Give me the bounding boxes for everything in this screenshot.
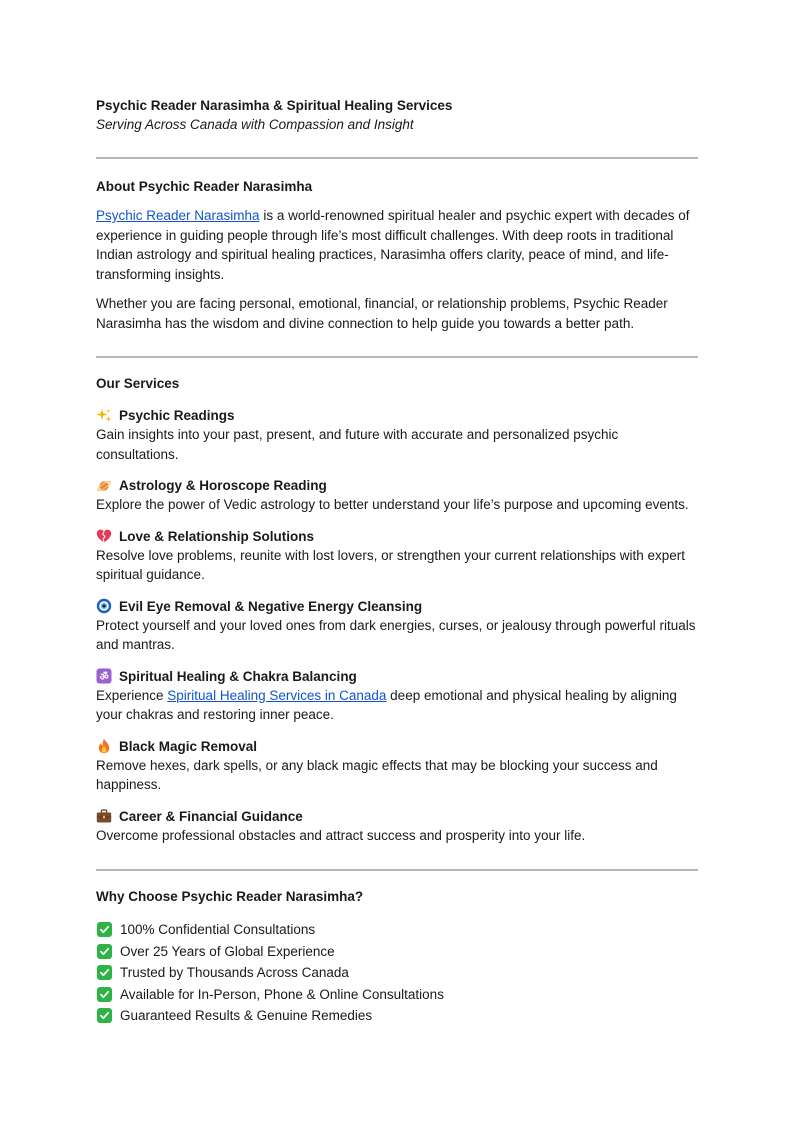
service-description-text: Experience [96, 687, 168, 703]
service-title: Black Magic Removal [119, 738, 258, 754]
service-item [96, 406, 698, 464]
list-item-text: Guaranteed Results & Genuine Remedies [120, 1008, 373, 1024]
why-list [96, 919, 698, 1027]
about-paragraph-1-text: is a world-renowned spiritual healer and psychic expert with decades of experience in guiding people through life’s most difficult challenges. With deep roots in traditional Indian astrology and spiritual healing practices, Narasimha offers clarity, peace of mind, and life-transforming insights. [96, 208, 690, 282]
list-item [96, 962, 698, 984]
service-description: Resolve love problems, reunite with lost lovers, or strengthen your current relationships with expert spiritual guidance. [96, 547, 686, 582]
about-paragraph-1 [96, 206, 698, 284]
about-link[interactable]: Psychic Reader Narasimha [96, 208, 260, 223]
service-item [96, 527, 698, 585]
list-item [96, 941, 698, 963]
broken-heart-icon [96, 528, 112, 544]
check-mark-icon [97, 987, 112, 1002]
list-item-text: Trusted by Thousands Across Canada [120, 965, 349, 981]
check-mark-icon [97, 965, 112, 980]
service-description-text: deep emotional and physical healing by aligning your chakras and restoring inner peace. [96, 687, 677, 722]
service-title: Career & Financial Guidance [119, 808, 303, 824]
list-item [96, 919, 698, 941]
nazar-amulet-icon [96, 598, 112, 614]
about-heading: About Psychic Reader Narasimha [96, 179, 313, 194]
check-mark-icon [97, 922, 112, 937]
service-title: Evil Eye Removal & Negative Energy Cleansing [119, 598, 423, 614]
svg-text:ॐ: ॐ [99, 672, 109, 683]
check-mark-icon [97, 944, 112, 959]
list-item [96, 1005, 698, 1027]
page-subtitle: Serving Across Canada with Compassion and Insight [96, 117, 414, 132]
services-heading: Our Services [96, 376, 180, 391]
spiritual-healing-link[interactable]: Spiritual Healing Services in Canada [167, 687, 387, 703]
document-content [96, 96, 698, 1027]
service-title: Psychic Readings [119, 408, 235, 423]
service-item [96, 597, 698, 655]
why-heading: Why Choose Psychic Reader Narasimha? [96, 889, 364, 904]
fire-icon [96, 738, 112, 754]
service-item [96, 737, 698, 795]
service-item [96, 667, 698, 725]
list-item-text: 100% Confidential Consultations [120, 922, 316, 938]
service-title: Astrology & Horoscope Reading [119, 478, 327, 493]
service-title: Love & Relationship Solutions [119, 528, 315, 544]
om-icon [96, 668, 112, 684]
service-item [96, 807, 698, 846]
service-description [96, 686, 698, 725]
service-title: Spiritual Healing & Chakra Balancing [119, 668, 357, 684]
briefcase-icon [96, 808, 112, 824]
list-item-text: Available for In-Person, Phone & Online Consultations [120, 986, 444, 1002]
service-description: Overcome professional obstacles and attract success and prosperity into your life. [96, 827, 586, 843]
sparkles-icon [96, 408, 112, 424]
service-item [96, 476, 698, 515]
list-item [96, 984, 698, 1006]
planet-icon [96, 478, 112, 494]
page-title: Psychic Reader Narasimha & Spiritual Healing Services [96, 98, 453, 113]
about-paragraph-2: Whether you are facing personal, emotional, financial, or relationship problems, Psychic Reader Narasimha has the wisdom and divine connection to help guide you towards a better path. [96, 296, 668, 331]
check-mark-icon [97, 1008, 112, 1023]
service-description: Remove hexes, dark spells, or any black magic effects that may be blocking your success and happiness. [96, 757, 658, 792]
service-description: Gain insights into your past, present, and future with accurate and personalized psychic consultations. [96, 427, 619, 462]
service-description: Protect yourself and your loved ones from dark energies, curses, or jealousy through powerful rituals and mantras. [96, 617, 696, 652]
service-description: Explore the power of Vedic astrology to better understand your life’s purpose and upcoming events. [96, 497, 689, 512]
list-item-text: Over 25 Years of Global Experience [120, 943, 335, 959]
